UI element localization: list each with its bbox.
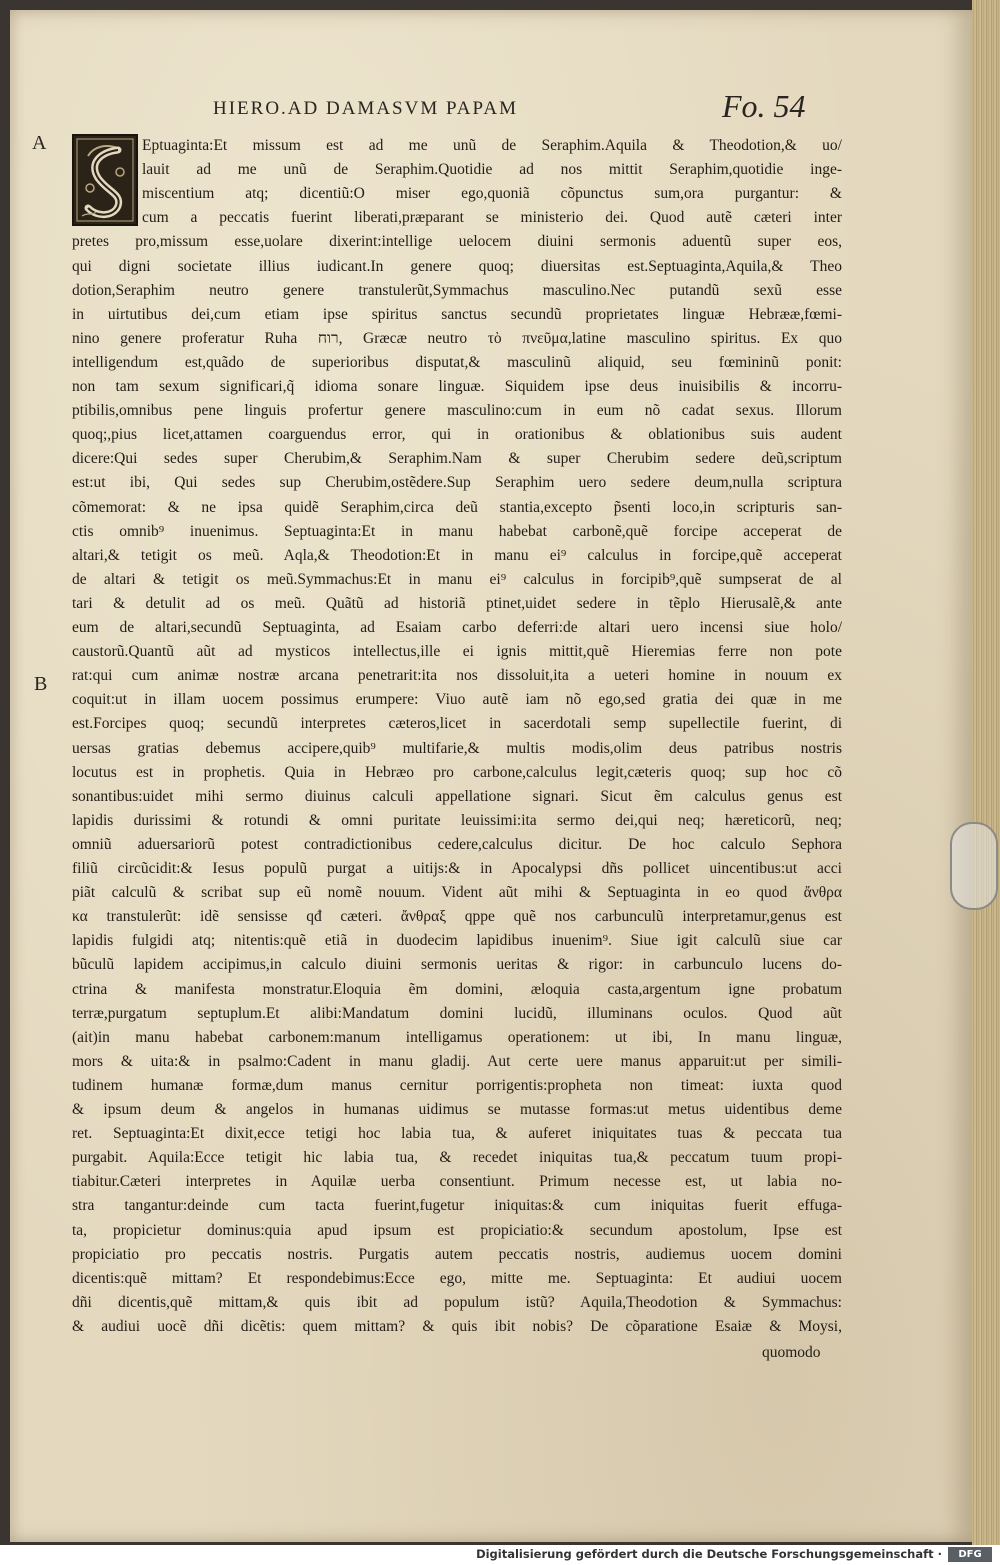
text-line: propiciatio pro peccatis nostris. Purgatis autem peccatis nostris, audiemus uocem domini (72, 1245, 842, 1263)
text-line: cõmemorat: & ne ipsa quidẽ Seraphim,circa deũ stantia,excepto p̃senti loco,in scripturis san- (72, 498, 842, 516)
text-line: est:ut ibi, Qui sedes sup Cherubim,ostẽdere.Sup Seraphim uero sedere deum,nulla scriptura (72, 474, 842, 492)
text-line: tiabitur.Cæteri interpretes in Aquilæ uerba consentiunt. Primum necesse est, ut labia no- (72, 1173, 842, 1191)
text-line: terræ,purgatum septuplum.Et alibi:Mandatum domini lucidũ, illuminans oculos. Quod aũt (72, 1004, 842, 1022)
text-line: pretes pro,missum esse,uolare dixerint:intellige uelocem diuini sermonis aduentũ super eos, (72, 233, 842, 251)
text-line: non tam sexum significari,q̃ idioma sonare linguæ. Siquidem ipse deus inuisibilis & incorru- (72, 378, 842, 395)
text-line: miscentium atq; dicentiũ:O miser ego,quoniã cõpunctus sum,ora purgantur: & (142, 185, 842, 203)
text-line: sonantibus:uidet mihi sermo diuinus calculi appellatione signari. Sicut ẽm calculus genus est (72, 787, 842, 805)
text-line: in uirtutibus dei,cum etiam ipse spiritus sanctus secundũ proprietates linguæ Hebrææ,fœmi- (72, 305, 842, 323)
text-line: coquit:ut in illam uocem possimus erumpere: Viuo autẽ iam nõ ego,sed gratia dei quæ in me (72, 691, 842, 709)
text-line: caustorũ.Quantũ aũt ad mysticos intellectus,ille ei ignis mittit,quẽ Hieremias ferre non pote (72, 643, 842, 661)
page-clip (950, 822, 998, 910)
text-line: eum de altari,secundũ Septuaginta, ad Esaiam carbo deferri:de altari uero incensi siue holo/ (72, 619, 842, 636)
decorated-initial-s-icon (72, 134, 138, 226)
text-line: de altari & tetigit os meũ.Symmachus:Et in manu ei⁹ calculus in forcipib⁹,quẽ sumpserat de al (72, 570, 842, 588)
footer-bar (0, 1545, 1000, 1565)
margin-marker-a: A (32, 132, 47, 154)
text-line: & ipsum deum & angelos in humanas uidimus se mutasse formas:ut metus uidentibus deme (72, 1101, 842, 1118)
text-line: & audiui uocẽ dñi dicẽtis: quem mittam? & quis ibit nobis? De cõparatione Esaiæ & Moysi, (72, 1317, 842, 1335)
dfg-logo: DFG (948, 1547, 992, 1562)
page-edges (972, 0, 1000, 1545)
text-line: dñi dicentis,quẽ mittam,& quis ibit ad populum istũ? Aquila,Theodotion & Symmachus: (72, 1293, 842, 1311)
text-line: lauit ad me unũ de Seraphim.Quotidie ad nos mittit Seraphim,quotidie inge- (142, 161, 842, 179)
text-line: stra tangantur:deinde cum tacta fuerint,fugetur iniquitas:& cum iniquitas fuerit effuga- (72, 1197, 842, 1215)
text-line: piãt calculũ & scribat sup eũ nomẽ nouum. Vident aũt mihi & Septuaginta in eo quod ἄνθρα (72, 884, 842, 902)
text-line: dicentis:quẽ mittam? Et respondebimus:Ecce ego, mitte me. Septuaginta: Et audiui uocem (72, 1269, 842, 1287)
text-line: lapidis fulgidi atq; nitentis:quẽ etiã in duodecim lapidibus inuenim⁹. Siue igit calculũ siue car (72, 932, 842, 950)
text-line: bũculũ lapidem accipimus,in calculo diuini sermonis ueritas & rigor: in carbunculo lucens do- (72, 956, 842, 974)
text-line: tudinem humanæ formæ,dum manus cernitur porrigentis:propheta non timeat: iuxta quod (72, 1076, 842, 1094)
text-line: omniũ aduersariorũ potest contradictionibus cedere,calculus dicitur. De hoc calculo Sephora (72, 835, 842, 853)
text-line: dicere:Qui sedes super Cherubim,& Seraphim.Nam & super Cherubim sedere deũ,scriptum (72, 450, 842, 468)
text-line: intelligendum est,quãdo de superioribus disputat,& masculinũ aliquid, seu fœmininũ ponit: (72, 353, 842, 371)
text-line: purgabit. Aquila:Ecce tetigit hic labia tua, & recedet iniquitas tua,& peccatum tuum propi- (72, 1149, 842, 1167)
text-line: lapidis durissimi & rotundi & omni puritate leuissimi:ita sermo dei,qui neq; hæreticorũ, neq; (72, 811, 842, 829)
text-line: κα transtulerũt: idẽ sensisse qđ cæteri. ἄνθραξ qppe quẽ nos carbunculũ interpretamur,genus est (72, 908, 842, 926)
text-line: ctis omnib⁹ inuenimus. Septuaginta:Et in manu habebat carbonẽ,quẽ forcipe acceperat de (72, 522, 842, 540)
text-line: ptibilis,omnibus pene linguis profertur genere masculino:cum in eum nõ cadat sexus. Illorum (72, 402, 842, 420)
text-line: quoq;,pius licet,attamen coarguendus error, qui in orationibus & oblationibus suis audent (72, 426, 842, 444)
text-line: ret. Septuaginta:Et dixit,ecce tetigi hoc labia tua, & auferet iniquitates tuas & peccata tua (72, 1125, 842, 1143)
catchword: quomodo (762, 1344, 821, 1361)
text-line: altari,& tetigit os meũ. Aqla,& Theodotion:Et in manu ei⁹ calculus in forcipe,quẽ acceperat (72, 546, 842, 564)
text-line: rat:qui cum animæ nostræ arcana penetrarit:ita nos dissoluit,ita a ueteri homine in nouum ex (72, 667, 842, 685)
text-line: tari & detulit ad os meũ. Quãtũ ad historiã ptinet,uidet sedere in tẽplo Hierusalẽ,& ante (72, 594, 842, 612)
book-page (10, 10, 972, 1542)
footer-credit: Digitalisierung gefördert durch die Deutsche Forschungsgemeinschaft · (476, 1547, 942, 1561)
text-line: ta, propicietur dominus:quia apud ipsum est propiciatio:& secundum apostolum, Ipse est (72, 1221, 842, 1239)
text-line: (ait)in manu habebat carbonem:manum intelligamus operationem: ut ibi, In manu linguæ, (72, 1028, 842, 1046)
text-line: cum a peccatis fuerint liberati,præparant se ministerio dei. Quod autẽ cæteri inter (142, 209, 842, 227)
margin-marker-b: B (34, 673, 48, 695)
running-title: HIERO.AD DAMASVM PAPAM (213, 98, 518, 119)
text-line: uersas gratias debemus accipere,quib⁹ multifarie,& multis modis,olim deus patribus nostris (72, 739, 842, 757)
text-line: qui digni societate illius iudicant.In genere quoq; diuersitas est.Septuaginta,Aquila,& Theo (72, 257, 842, 275)
text-line: Eptuaginta:Et missum est ad me unũ de Seraphim.Aquila & Theodotion,& uo/ (142, 137, 842, 154)
text-line: mors & uita:& in psalmo:Cadent in manu gladij. Aut certe uere manus apparuit:ut per simili- (72, 1052, 842, 1070)
text-line: est.Forcipes quoq; secundũ interpretes cæteros,licet in sacerdotali semp supellectile fuerint, di (72, 715, 842, 733)
text-line: dotion,Seraphim neutro genere transtulerũt,Symmachus masculino.Nec putandũ sexũ esse (72, 281, 842, 299)
text-line: nino genere proferatur Ruha רוח, Græcæ neutro τὸ πνεῦμα,latine masculino spiritus. Ex quo (72, 329, 842, 347)
text-line: ctrina & manifesta monstratur.Eloquia ẽm domini, æloquia casta,argentum igne probatum (72, 980, 842, 998)
folio-number: Fo. 54 (722, 88, 806, 124)
text-line: locutus est in prophetis. Quia in Hebræo pro carbone,calculus legit,cæteris quoq; sup hoc cõ (72, 763, 842, 781)
text-line: filiũ circũcidit:& Iesus populũ purgat a uitijs:& in Apocalypsi dñs pollicet uincentibus:ut acci (72, 860, 842, 877)
